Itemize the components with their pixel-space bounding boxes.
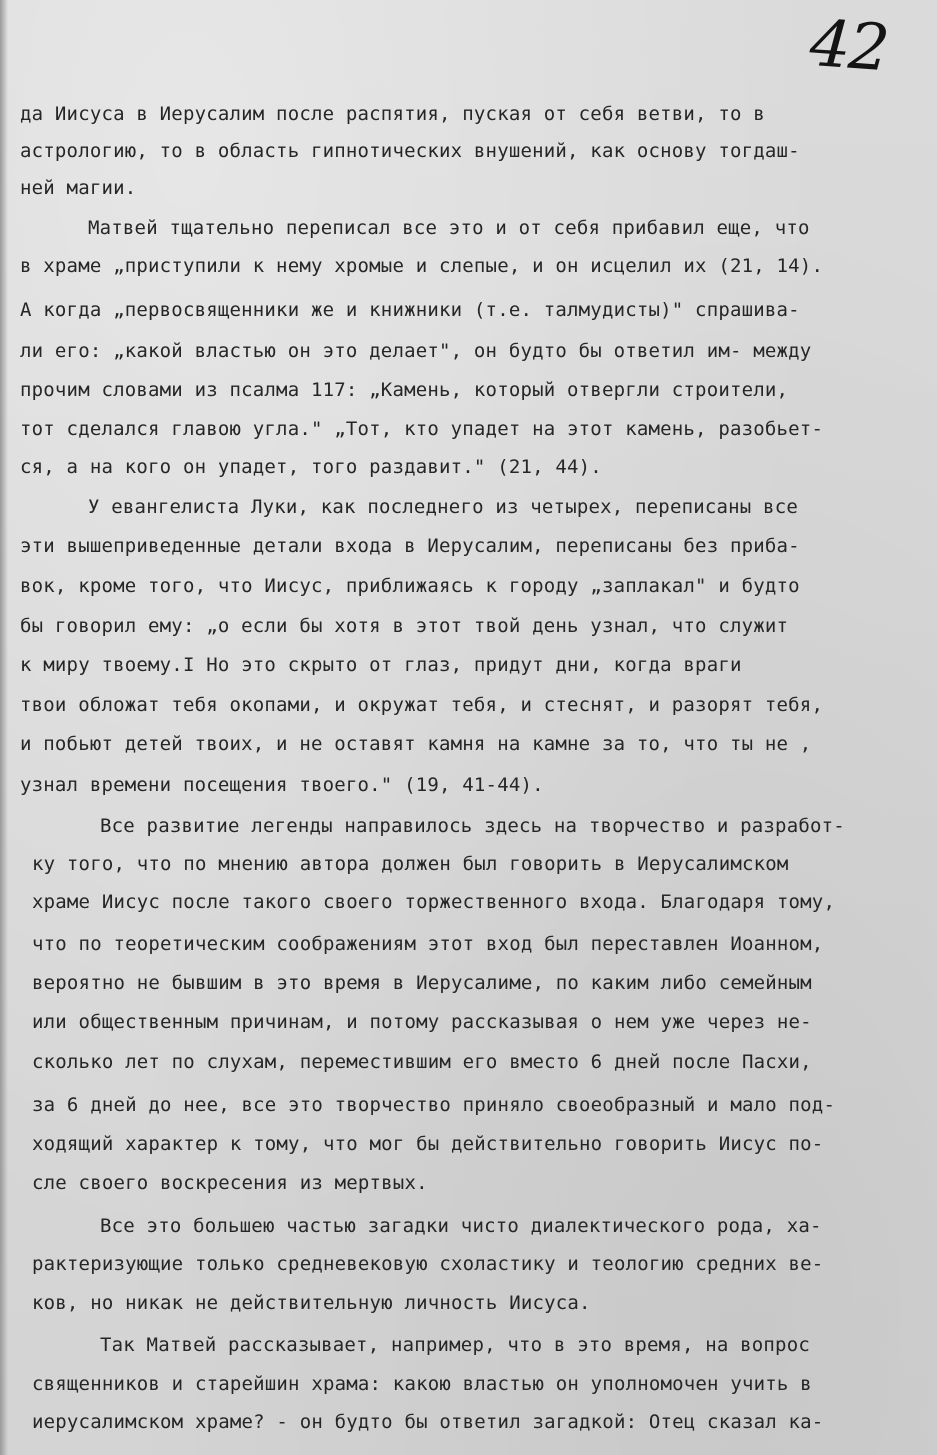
text-line: ней магии. [20, 177, 137, 199]
text-line: да Иисуса в Иерусалим после распятия, пуская от себя ветви, то в [20, 103, 765, 125]
text-line: сле своего воскресения из мертвых. [32, 1172, 428, 1194]
text-line: иерусалимском храме? - он будто бы ответил загадкой: Отец сказал ка- [32, 1411, 824, 1433]
text-line: Так Матвей рассказывает, например, что в это время, на вопрос [100, 1334, 810, 1356]
page-edge-shadow [0, 0, 8, 1455]
text-line: ков, но никак не действительную личность Иисуса. [32, 1292, 591, 1314]
text-line: и побьют детей твоих, и не оставят камня на камне за то, что ты не , [20, 733, 812, 755]
text-line: А когда „первосвященники же и книжники (т.е. талмудисты)" спрашива- [20, 299, 800, 321]
text-line: твои обложат тебя окопами, и окружат тебя, и стеснят, и разорят тебя, [20, 694, 824, 716]
text-line: ли его: „какой властью он это делает", он будто бы ответил им- между [20, 340, 812, 362]
text-line: к миру твоему.I Но это скрыто от глаз, придут дни, когда враги [20, 654, 742, 676]
text-line: Матвей тщательно переписал все это и от себя прибавил еще, что [88, 217, 810, 239]
text-line: ся, а на кого он упадет, того раздавит." (21, 44). [20, 456, 602, 478]
text-line: тот сделался главою угла." „Тот, кто упадет на этот камень, разобьет- [20, 418, 824, 440]
text-line: или общественным причинам, и потому рассказывая о нем уже через не- [32, 1011, 812, 1033]
text-line: Все это большею частью загадки чисто диалектического рода, ха- [100, 1215, 822, 1237]
text-line: У евангелиста Луки, как последнего из четырех, переписаны все [88, 496, 798, 518]
text-line: астрологию, то в область гипнотических внушений, как основу тогдаш- [20, 140, 800, 162]
text-line: Все развитие легенды направилось здесь на творчество и разработ- [100, 815, 845, 837]
text-line: сколько лет по слухам, переместившим его вместо 6 дней после Пасхи, [32, 1051, 812, 1073]
text-line: вероятно не бывшим в это время в Иерусалиме, по каким либо семейным [32, 972, 812, 994]
text-line: храме Иисус после такого своего торжественного входа. Благодаря тому, [32, 891, 836, 913]
text-line: за 6 дней до нее, все это творчество приняло своеобразный и мало под- [32, 1094, 836, 1116]
text-line: в храме „приступили к нему хромые и слепые, и он исцелил их (21, 14). [20, 255, 824, 277]
handwritten-page-number: 42 [807, 6, 890, 87]
text-line: вок, кроме того, что Иисус, приближаясь к городу „заплакал" и будто [20, 575, 800, 597]
text-line: прочим словами из псалма 117: „Камень, который отвергли строители, [20, 379, 789, 401]
text-line: ку того, что по мнению автора должен был говорить в Иерусалимском [32, 853, 789, 875]
text-line: рактеризующие только средневековую схоластику и теологию средних ве- [32, 1253, 824, 1275]
text-line: бы говорил ему: „о если бы хотя в этот твой день узнал, что служит [20, 615, 789, 637]
text-line: ходящий характер к тому, что мог бы действительно говорить Иисус по- [32, 1133, 824, 1155]
text-line: узнал времени посещения твоего." (19, 41-44). [20, 774, 544, 796]
text-line: что по теоретическим соображениям этот вход был переставлен Иоанном, [32, 933, 824, 955]
text-line: эти вышеприведенные детали входа в Иерусалим, переписаны без приба- [20, 535, 800, 557]
text-line: священников и старейшин храма: какою властью он уполномочен учить в [32, 1373, 812, 1395]
